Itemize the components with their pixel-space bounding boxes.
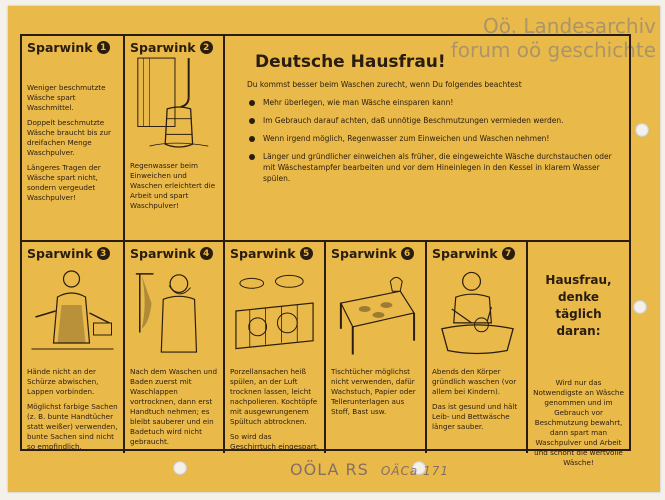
tip-number-badge: 2 xyxy=(200,41,213,54)
archive-stamp xyxy=(290,460,449,479)
tip-label: Sparwink xyxy=(130,40,196,55)
tip-paragraph: Regenwasser beim Einweichen und Waschen erleichtert die Arbeit und spart Waschpulver! xyxy=(130,161,216,210)
stamp-code: OÖLA RS xyxy=(290,460,369,479)
main-title: Deutsche Hausfrau! xyxy=(255,52,446,72)
tip-number-badge: 6 xyxy=(401,247,414,260)
main-bullet-list xyxy=(247,97,629,184)
tip-text xyxy=(27,83,118,203)
punch-hole xyxy=(633,300,647,314)
tip-paragraph: Längeres Tragen der Wäsche spart nicht, sondern vergeudet Waschpulver! xyxy=(27,163,101,202)
table-setting-illustration xyxy=(331,263,420,359)
tip-heading xyxy=(27,40,118,55)
tip-card-3 xyxy=(22,242,123,453)
tip-number-badge: 1 xyxy=(97,41,110,54)
tip-number-badge: 7 xyxy=(502,247,515,260)
punch-hole xyxy=(635,123,649,137)
tip-card-7 xyxy=(427,242,526,453)
tip-text xyxy=(27,367,118,452)
main-intro: Du kommst besser beim Waschen zurecht, wenn Du folgendes beachtest xyxy=(247,80,522,89)
tip-heading xyxy=(27,246,118,261)
tip-paragraph: Möglichst farbige Sachen (z. B. bunte Handtücher statt weißer) verwenden, bunte Sachen sind nicht so empfindlich. xyxy=(27,402,118,451)
tip-paragraph: Tischtücher möglichst nicht verwenden, dafür Wachstuch, Papier oder Tellerunterlagen aus Stoff, Bast usw. xyxy=(331,367,416,416)
tip-paragraph: Hände nicht an der Schürze abwischen, Lappen vorbinden. xyxy=(27,367,99,396)
tip-label: Sparwink xyxy=(331,246,397,261)
bullet-item: Mehr überlegen, wie man Wäsche einsparen kann! xyxy=(247,97,629,108)
tip-heading xyxy=(230,246,319,261)
punch-hole xyxy=(173,461,187,475)
tip-text xyxy=(130,161,218,211)
tip-paragraph: So wird das Geschirrtuch eingespart. xyxy=(230,432,319,451)
woman-apron-illustration xyxy=(27,263,118,359)
tip-paragraph: Weniger beschmutzte Wäsche spart Waschmittel. xyxy=(27,83,106,112)
tip-heading xyxy=(432,246,521,261)
rain-barrel-illustration xyxy=(130,57,218,153)
final-text: Wird nur das Notwendigste an Wäsche genommen und im Gebrauch vor Beschmutzung bewahrt, dann spart man Waschpulver und Arbeit und schont die wertvolle Wäsche! xyxy=(533,378,624,467)
stamp-reference: OÄCa 171 xyxy=(380,464,449,478)
tip-label: Sparwink xyxy=(27,246,93,261)
tip-heading xyxy=(130,246,218,261)
tip-paragraph: Das ist gesund und hält Leib- und Bettwäsche länger sauber. xyxy=(432,402,518,431)
tip-number-badge: 3 xyxy=(97,247,110,260)
final-reminder xyxy=(528,242,629,467)
tip-label: Sparwink xyxy=(130,246,196,261)
tip-card-2 xyxy=(125,36,223,240)
tip-label: Sparwink xyxy=(432,246,498,261)
tip-paragraph: Doppelt beschmutzte Wäsche braucht bis zur dreifachen Menge Waschpulver. xyxy=(27,118,111,157)
main-notice xyxy=(225,36,629,240)
bullet-item: Länger und gründlicher einweichen als früher, die eingeweichte Wäsche durchstauchen oder mit Wäschestampfer bearbeiten und vor dem Hineinlegen in den Kessel in klarem Wasser spülen. xyxy=(247,151,629,184)
tip-label: Sparwink xyxy=(27,40,93,55)
child-washing-illustration xyxy=(432,263,521,359)
tip-card-4 xyxy=(125,242,223,453)
tip-heading xyxy=(130,40,218,55)
dish-rack-illustration xyxy=(230,263,319,359)
tip-heading xyxy=(331,246,420,261)
tip-text xyxy=(331,367,420,417)
tip-number-badge: 4 xyxy=(200,247,213,260)
bullet-item: Im Gebrauch darauf achten, daß unnötige Beschmutzungen vermieden werden. xyxy=(247,115,629,126)
watermark-line-1: Oö. Landesarchiv xyxy=(483,14,656,38)
tip-card-5 xyxy=(225,242,324,453)
tip-paragraph: Abends den Körper gründlich waschen (vor allem bei Kindern). xyxy=(432,367,517,396)
man-towel-illustration xyxy=(130,263,218,359)
tip-text xyxy=(130,367,218,447)
watermark-line-2: forum oö geschichte xyxy=(450,38,656,62)
tip-label: Sparwink xyxy=(230,246,296,261)
tip-paragraph: Nach dem Waschen und Baden zuerst mit Waschlappen vortrocknen, dann erst Handtuch nehmen; es bleibt sauberer und ein Badetuch wird nicht gebraucht. xyxy=(130,367,218,446)
leaflet-frame xyxy=(20,34,631,467)
tip-number-badge: 5 xyxy=(300,247,313,260)
bullet-item: Wenn irgend möglich, Regenwasser zum Einweichen und Waschen nehmen! xyxy=(247,133,629,144)
tip-text xyxy=(432,367,521,432)
tip-paragraph: Porzellansachen heiß spülen, an der Luft trocknen lassen, leicht nachpolieren. Kochtöpfe mit ausgewrungenem Spültuch abtrocknen. xyxy=(230,367,318,426)
tip-card-1 xyxy=(22,36,123,240)
final-heading: Hausfrau, denke täglich daran: xyxy=(545,273,612,338)
tip-text xyxy=(230,367,319,452)
tip-card-6 xyxy=(326,242,425,453)
